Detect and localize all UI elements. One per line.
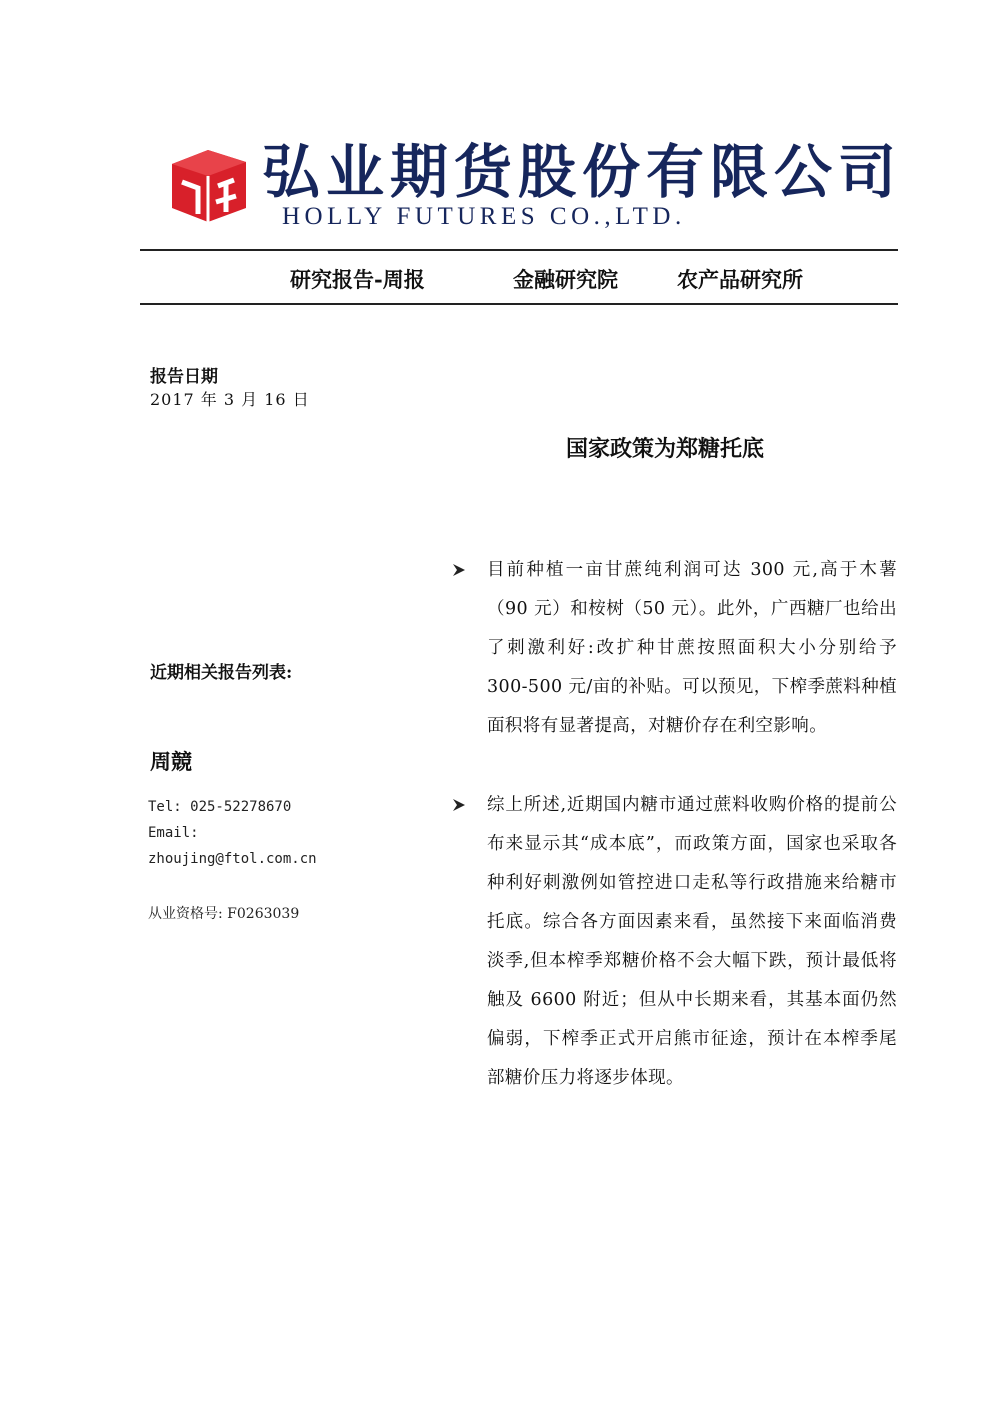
report-title: 国家政策为郑糖托底 bbox=[566, 436, 765, 462]
author-tel: Tel: 025-52278670 bbox=[148, 799, 292, 815]
license-number: 从业资格号: F0263039 bbox=[148, 906, 300, 922]
author-name: 周競 bbox=[150, 749, 192, 774]
report-type: 研究报告-周报 bbox=[290, 267, 425, 292]
header-rule-top bbox=[140, 249, 898, 251]
header-rule-bottom bbox=[140, 303, 898, 305]
department-name: 农产品研究所 bbox=[677, 267, 803, 292]
company-name-en: HOLLY FUTURES CO.,LTD. bbox=[282, 203, 686, 230]
bullet-paragraph: 综上所述,近期国内糖市通过蔗料收购价格的提前公布来显示其“成本底”，而政策方面，国家也采取各种利好刺激例如管控进口走私等行政措施来给糖市托底。综合各方面因素来看，虽然接下来面临消费淡季,但本榨季郑糖价格不会大幅下跌，预计最低将触及 6600 附近；但从中长期来看，其基本面仍然偏弱，下榨季正式开启熊市征途，预计在本榨季尾部糖价压力将逐步体现。 bbox=[487, 795, 897, 1088]
company-name-cn: 弘业期货股份有限公司 bbox=[262, 138, 903, 206]
arrow-bullet-icon bbox=[451, 562, 467, 578]
email-label: Email: bbox=[148, 825, 199, 841]
related-reports-label: 近期相关报告列表: bbox=[150, 663, 293, 683]
institute-name: 金融研究院 bbox=[513, 267, 618, 292]
arrow-bullet-icon bbox=[451, 797, 467, 813]
author-email[interactable]: zhoujing@ftol.com.cn bbox=[148, 851, 317, 867]
company-logo-icon bbox=[168, 142, 250, 224]
date-label: 报告日期 bbox=[150, 367, 218, 387]
report-date: 2017 年 3 月 16 日 bbox=[150, 390, 310, 409]
bullet-paragraph: 目前种植一亩甘蔗纯利润可达 300 元,高于木薯（90 元）和桉树（50 元）。此外，广西糖厂也给出了刺激利好:改扩种甘蔗按照面积大小分别给予 300-500 元/亩的补贴。可以预见，下榨季蔗料种植面积将有显著提高，对糖价存在利空影响。 bbox=[487, 560, 897, 736]
